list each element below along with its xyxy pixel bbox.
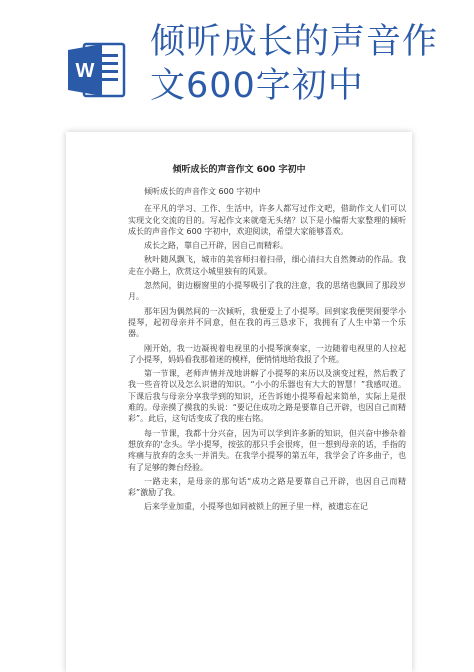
title-line-1: 倾听成长的声音作	[150, 22, 439, 62]
word-icon-letter: W	[75, 60, 95, 82]
document-paragraph: 倾听成长的声音作文 600 字初中	[144, 187, 261, 196]
document-paragraph: 刚开始，我一边凝视着电视里的小提琴演奏家，一边随着电视里的人拉起了小提琴，妈妈看我那着迷的模样，便悄悄地给我报了个班。	[128, 343, 406, 364]
document-title: 倾听成长的声音作文 600 字初中	[172, 165, 306, 175]
document-page	[66, 132, 412, 672]
document-paragraph: 一路走来，是母亲的那句话“成功之路是要靠自己开辟，也因自己而精彩”激励了我。	[128, 476, 406, 498]
header-banner	[0, 0, 474, 128]
document-paragraph: 第一节课，老师声情并茂地讲解了小提琴的来历以及演变过程，然后教了我一些音符以及怎么识谱的知识。“小小的乐器也有大大的智慧！”我感叹道。下课后我与母亲分享我学到的知识，还告诉她小提琴看起来简单，实际上是很难的。母亲摸了摸我的头说：“要记住成功之路是要靠自己开辟，也因自己而精彩”。此后，这句话变成了我的座右铭。	[128, 369, 406, 424]
document-paragraph: 在平凡的学习、工作、生活中，许多人都写过作文吧，借助作文人们可以实现文化交流的目的。写起作文来就毫无头绪？以下是小编帮大家整理的倾听成长的声音作文 600 字初中，欢迎阅读，希望大家能够喜欢。	[128, 204, 406, 236]
title-line-2: 文600字初中	[150, 66, 364, 106]
document-paragraph: 每一节课，我都十分兴奋，因为可以学到许多新的知识，但兴奋中掺杂着想放弃的‘念头。学小提琴，按弦的那只手会很疼，但一想到母亲的话，手指的疼痛与放弃的念头一并消失。在我学小提琴的第五年，我学会了许多曲子，也有了足够的舞台经验。	[128, 428, 406, 472]
document-paragraph: 成长之路，靠自己开辟，因自己而精彩。	[144, 241, 288, 251]
document-body	[128, 186, 406, 516]
document-paragraph: 那年因为偶然间的一次倾听，我便爱上了小提琴。回到家我便哭闹要学小提琴，起初母亲并不同意，但在我的再三恳求下，我拥有了人生中第一个乐器。	[128, 306, 406, 339]
word-document-icon	[66, 38, 128, 102]
page-title	[150, 20, 470, 108]
document-paragraph: 后来学业加重，小提琴也如同被锁上的匣子里一样，被遗忘在记	[144, 502, 368, 512]
document-paragraph: 忽然间，街边橱窗里的小提琴吸引了我的注意，我的思绪也飘回了那段岁月。	[128, 281, 406, 302]
document-paragraph: 秋叶随风飘飞，城市的美容师扫着扫帚，细心清扫大自然舞动的作品。我走在小路上，欣赏这小城里独有的风景。	[128, 255, 406, 276]
